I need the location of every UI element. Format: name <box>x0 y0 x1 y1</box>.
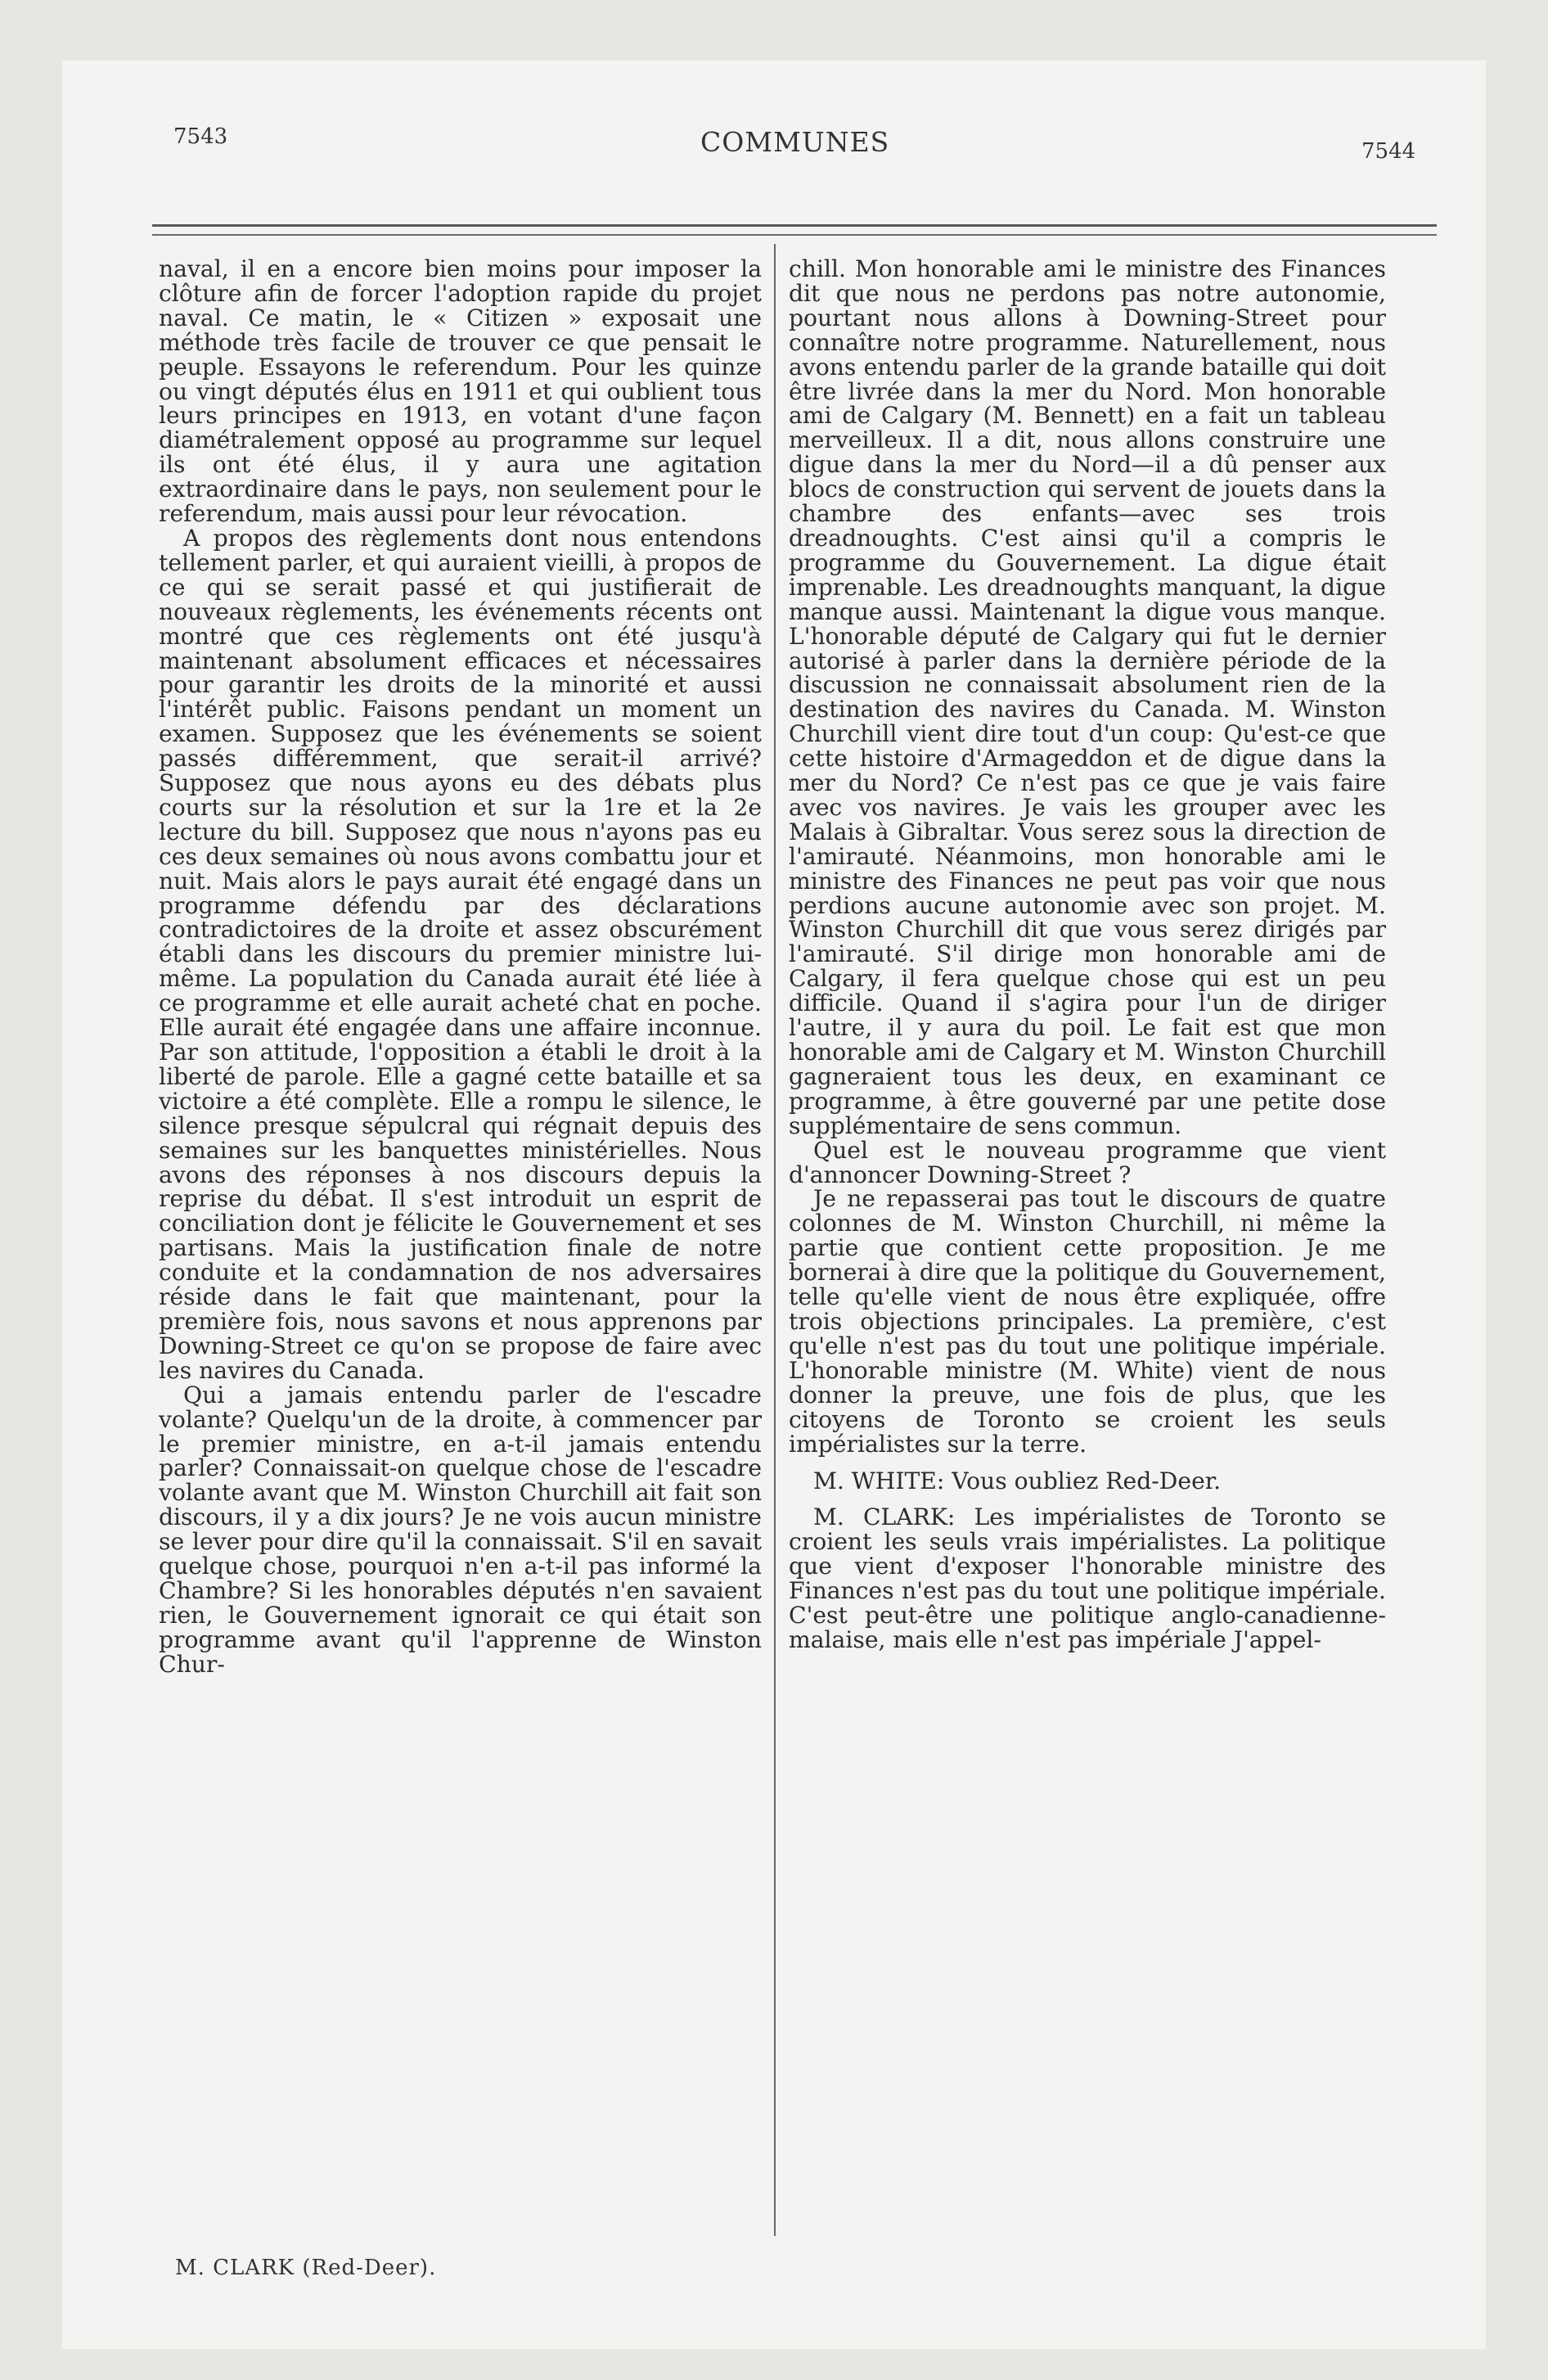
running-head: COMMUNES <box>700 126 890 158</box>
paragraph: Qui a jamais entendu parler de l'escadre volante? Quelqu'un de la droite, à commencer par le premier ministre, en a-t-il jamais entendu parler? Connaissait-on quelque chose de l'escadre volante avant que M. Winston Churchill ait fait son discours, il y a dix jours? Je ne vois aucun ministre se lever pour dire qu'il la connaissait. S'il en savait quelque chose, pourquoi n'en a-t-il pas informé la Chambre? Si les honorables députés n'en savaient rien, le Gouvernement ignorait ce qui était son programme avant qu'il l'apprenne de Winston Chur- <box>159 1381 762 1678</box>
paragraph: A propos des règlements dont nous entendons tellement parler, et qui auraient vieilli, à propos de ce qui se serait passé et qui justifierait de nouveaux règlements, les événements récents ont montré que ces règlements ont été jusqu'à maintenant absolument efficaces et nécessaires pour garantir les droits de la minorité et aussi l'intérêt public. Faisons pendant un moment un examen. Supposez que les événements se soient passés différemment, que serait-il arrivé? Supposez que nous ayons eu des débats plus courts sur la résolution et sur la 1re et la 2e lecture du bill. Supposez que nous n'ayons pas eu ces deux semaines où nous avons combattu jour et nuit. Mais alors le pays aurait été engagé dans un programme défendu par des déclarations contradictoires de la droite et assez obscurément établi dans les discours du premier ministre lui-même. La population du Canada aurait été liée à ce programme et elle aurait acheté chat en poche. Elle aurait été engagée dans une affaire inconnue. Par son attitude, l'opposition a établi le droit à la liberté de parole. Elle a gagné cette bataille et sa victoire a été complète. Elle a rompu le silence, le silence presque sépulcral qui régnait depuis des semaines sur les banquettes ministérielles. Nous avons des réponses à nos discours depuis la reprise du débat. Il s'est introduit un esprit de conciliation dont je félicite le Gouvernement et ses partisans. Mais la justification finale de notre conduite et la condamnation de nos adversaires réside dans le fait que maintenant, pour la première fois, nous savons et nous apprenons par Downing-Street ce qu'on se propose de faire avec les navires du Canada. <box>159 524 762 1384</box>
page-number-left: 7543 <box>173 124 228 149</box>
paragraph: Quel est le nouveau programme que vient d'annoncer Downing-Street ? <box>789 1136 1386 1188</box>
column-divider <box>774 244 776 2236</box>
paragraph: chill. Mon honorable ami le ministre des Finances dit que nous ne perdons pas notre autonomie, pourtant nous allons à Downing-Street pour connaître notre programme. Naturellement, nous avons entendu parler de la grande bataille qui doit être livrée dans la mer du Nord. Mon honorable ami de Calgary (M. Bennett) en a fait un tableau merveilleux. Il a dit, nous allons construire une digue dans la mer du Nord—il a dû penser aux blocs de construction qui servent de jouets dans la chambre des enfants—avec ses trois dreadnoughts. C'est ainsi qu'il a compris le programme du Gouvernement. La digue était imprenable. Les dreadnoughts manquant, la digue manque aussi. Maintenant la digue vous manque. L'honorable député de Calgary qui fut le dernier autorisé à parler dans la dernière période de la discussion ne connaissait absolument rien de la destination des navires du Canada. M. Winston Churchill vient dire tout d'un coup: Qu'est-ce que cette histoire d'Armageddon et de digue dans la mer du Nord? Ce n'est pas ce que je vais faire avec vos navires. Je vais les grouper avec les Malais à Gibraltar. Vous serez sous la direction de l'amirauté. Néanmoins, mon honorable ami le ministre des Finances ne peut pas voir que nous perdions aucune autonomie avec son projet. M. Winston Churchill dit que vous serez dirigés par l'amirauté. S'il dirige mon honorable ami de Calgary, il fera quelque chose qui est un peu difficile. Quand il s'agira pour l'un de diriger l'autre, il y aura du poil. Le fait est que mon honorable ami de Calgary et M. Winston Churchill gagneraient tous les deux, en examinant ce programme, à être gouverné par une petite dose supplémentaire de sens commun. <box>789 255 1386 1139</box>
header-rule-bottom <box>152 234 1437 236</box>
left-column <box>159 257 762 1677</box>
right-column <box>789 257 1386 1652</box>
paragraph: Je ne repasserai pas tout le discours de quatre colonnes de M. Winston Churchill, ni même la partie que contient cette proposition. Je me bornerai à dire que la politique du Gouvernement, telle qu'elle vient de nous être expliquée, offre trois objections principales. La première, c'est qu'elle n'est pas du tout une politique impériale. L'honorable ministre (M. White) vient de nous donner la preuve, une fois de plus, que les citoyens de Toronto se croient les seuls impérialistes sur la terre. <box>789 1185 1386 1458</box>
page-sheet <box>62 61 1486 2349</box>
header-rule-top <box>152 224 1437 227</box>
speaker-interjection: M. WHITE: Vous oubliez Red-Deer. <box>813 1467 1222 1495</box>
page-number-right: 7544 <box>1361 139 1416 164</box>
speaker-paragraph: M. CLARK: Les impérialistes de Toronto se croient les seuls vrais impérialistes. La politique que vient d'exposer l'honorable ministre des Finances n'est pas du tout une politique impériale. C'est peut-être une politique anglo-canadienne-malaise, mais elle n'est pas impériale J'appel- <box>789 1503 1386 1653</box>
footer-speaker-name: M. CLARK (Red-Deer). <box>175 2256 437 2280</box>
paragraph: naval, il en a encore bien moins pour imposer la clôture afin de forcer l'adoption rapide du projet naval. Ce matin, le « Citizen » exposait une méthode très facile de trouver ce que pensait le peuple. Essayons le referendum. Pour les quinze ou vingt députés élus en 1911 et qui oublient tous leurs principes en 1913, en votant d'une façon diamétralement opposé au programme sur lequel ils ont été élus, il y aura une agitation extraordinaire dans le pays, non seulement pour le referendum, mais aussi pour leur révocation. <box>159 255 762 528</box>
